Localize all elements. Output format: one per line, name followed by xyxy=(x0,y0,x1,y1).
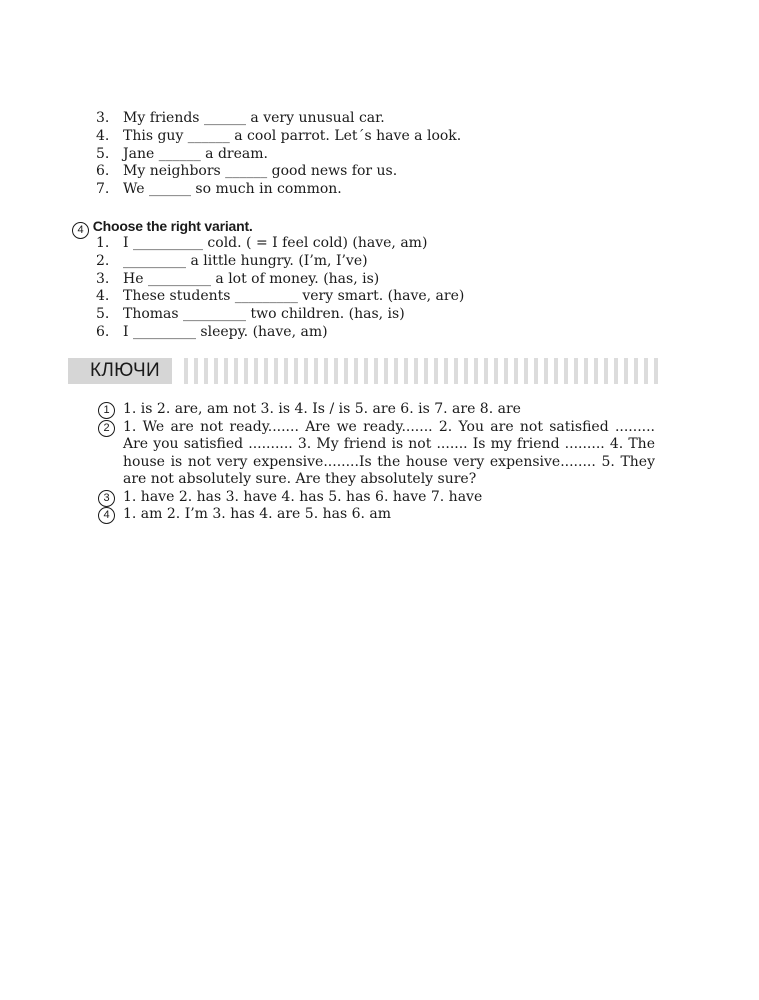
item-number: 2. xyxy=(96,252,110,269)
item-number: 1. xyxy=(96,235,110,251)
list-item xyxy=(96,128,461,146)
exercise-4-title: Choose the right variant. xyxy=(92,218,253,234)
item-number: 7. xyxy=(96,181,110,198)
answer-text: 1. is 2. are, am not 3. is 4. Is / is 5. are 6. is 7. are 8. are xyxy=(123,401,521,417)
keys-section-title: КЛЮЧИ xyxy=(68,358,172,384)
item-number: 3. xyxy=(96,110,110,126)
list-item xyxy=(96,253,464,271)
list-item xyxy=(96,235,464,253)
item-text: These students _________ very smart. (have, are) xyxy=(123,288,465,305)
item-text: This guy ______ a cool parrot. Let´s have a look. xyxy=(123,127,462,144)
exercise-number-badge: 4 xyxy=(72,222,89,239)
item-text: _________ a little hungry. (I’m, I’ve) xyxy=(123,252,368,269)
item-number: 3. xyxy=(96,270,110,287)
exercise-4-list xyxy=(96,235,464,342)
answer-keys xyxy=(98,401,655,524)
list-item xyxy=(96,146,461,164)
answer-text: 1. have 2. has 3. have 4. has 5. has 6. have 7. have xyxy=(123,488,483,505)
list-item xyxy=(96,110,461,128)
item-text: My friends ______ a very unusual car. xyxy=(123,110,385,126)
list-item xyxy=(96,306,464,324)
answer-key-item xyxy=(98,419,655,489)
exercise-3-list xyxy=(96,110,461,199)
answer-key-item xyxy=(98,506,655,524)
answer-number-badge: 1 xyxy=(98,402,115,419)
item-number: 6. xyxy=(96,323,110,340)
answer-key-item xyxy=(98,401,655,419)
item-text: Jane ______ a dream. xyxy=(123,145,268,162)
list-item xyxy=(96,288,464,306)
answer-number-badge: 3 xyxy=(98,490,115,507)
item-text: I _________ sleepy. (have, am) xyxy=(123,323,328,340)
answer-text: 1. am 2. I’m 3. has 4. are 5. has 6. am xyxy=(123,506,392,522)
item-text: He _________ a lot of money. (has, is) xyxy=(123,270,380,287)
item-number: 5. xyxy=(96,306,110,323)
list-item xyxy=(96,163,461,181)
item-number: 6. xyxy=(96,163,110,180)
answer-key-item xyxy=(98,489,655,507)
item-number: 5. xyxy=(96,145,110,162)
list-item xyxy=(96,324,464,342)
keys-section-banner xyxy=(68,358,658,384)
answer-number-badge: 2 xyxy=(98,420,115,437)
list-item xyxy=(96,181,461,199)
item-text: We ______ so much in common. xyxy=(123,181,342,198)
item-text: Thomas _________ two children. (has, is) xyxy=(123,306,405,323)
item-text: I __________ cold. ( = I feel cold) (have, am) xyxy=(123,235,428,251)
item-number: 4. xyxy=(96,127,110,144)
item-text: My neighbors ______ good news for us. xyxy=(123,163,398,180)
answer-number-badge: 4 xyxy=(98,507,115,524)
answer-text: 1. We are not ready....... Are we ready....... 2. You are not satisfied ......... Are you satisfied .......... 3. My friend is not ....... Is my friend ......... 4. The house is not very expensive........Is the house very expensive........ 5. They are not absolutely sure. Are they absolutely sure? xyxy=(123,418,655,487)
list-item xyxy=(96,271,464,289)
item-number: 4. xyxy=(96,288,110,305)
